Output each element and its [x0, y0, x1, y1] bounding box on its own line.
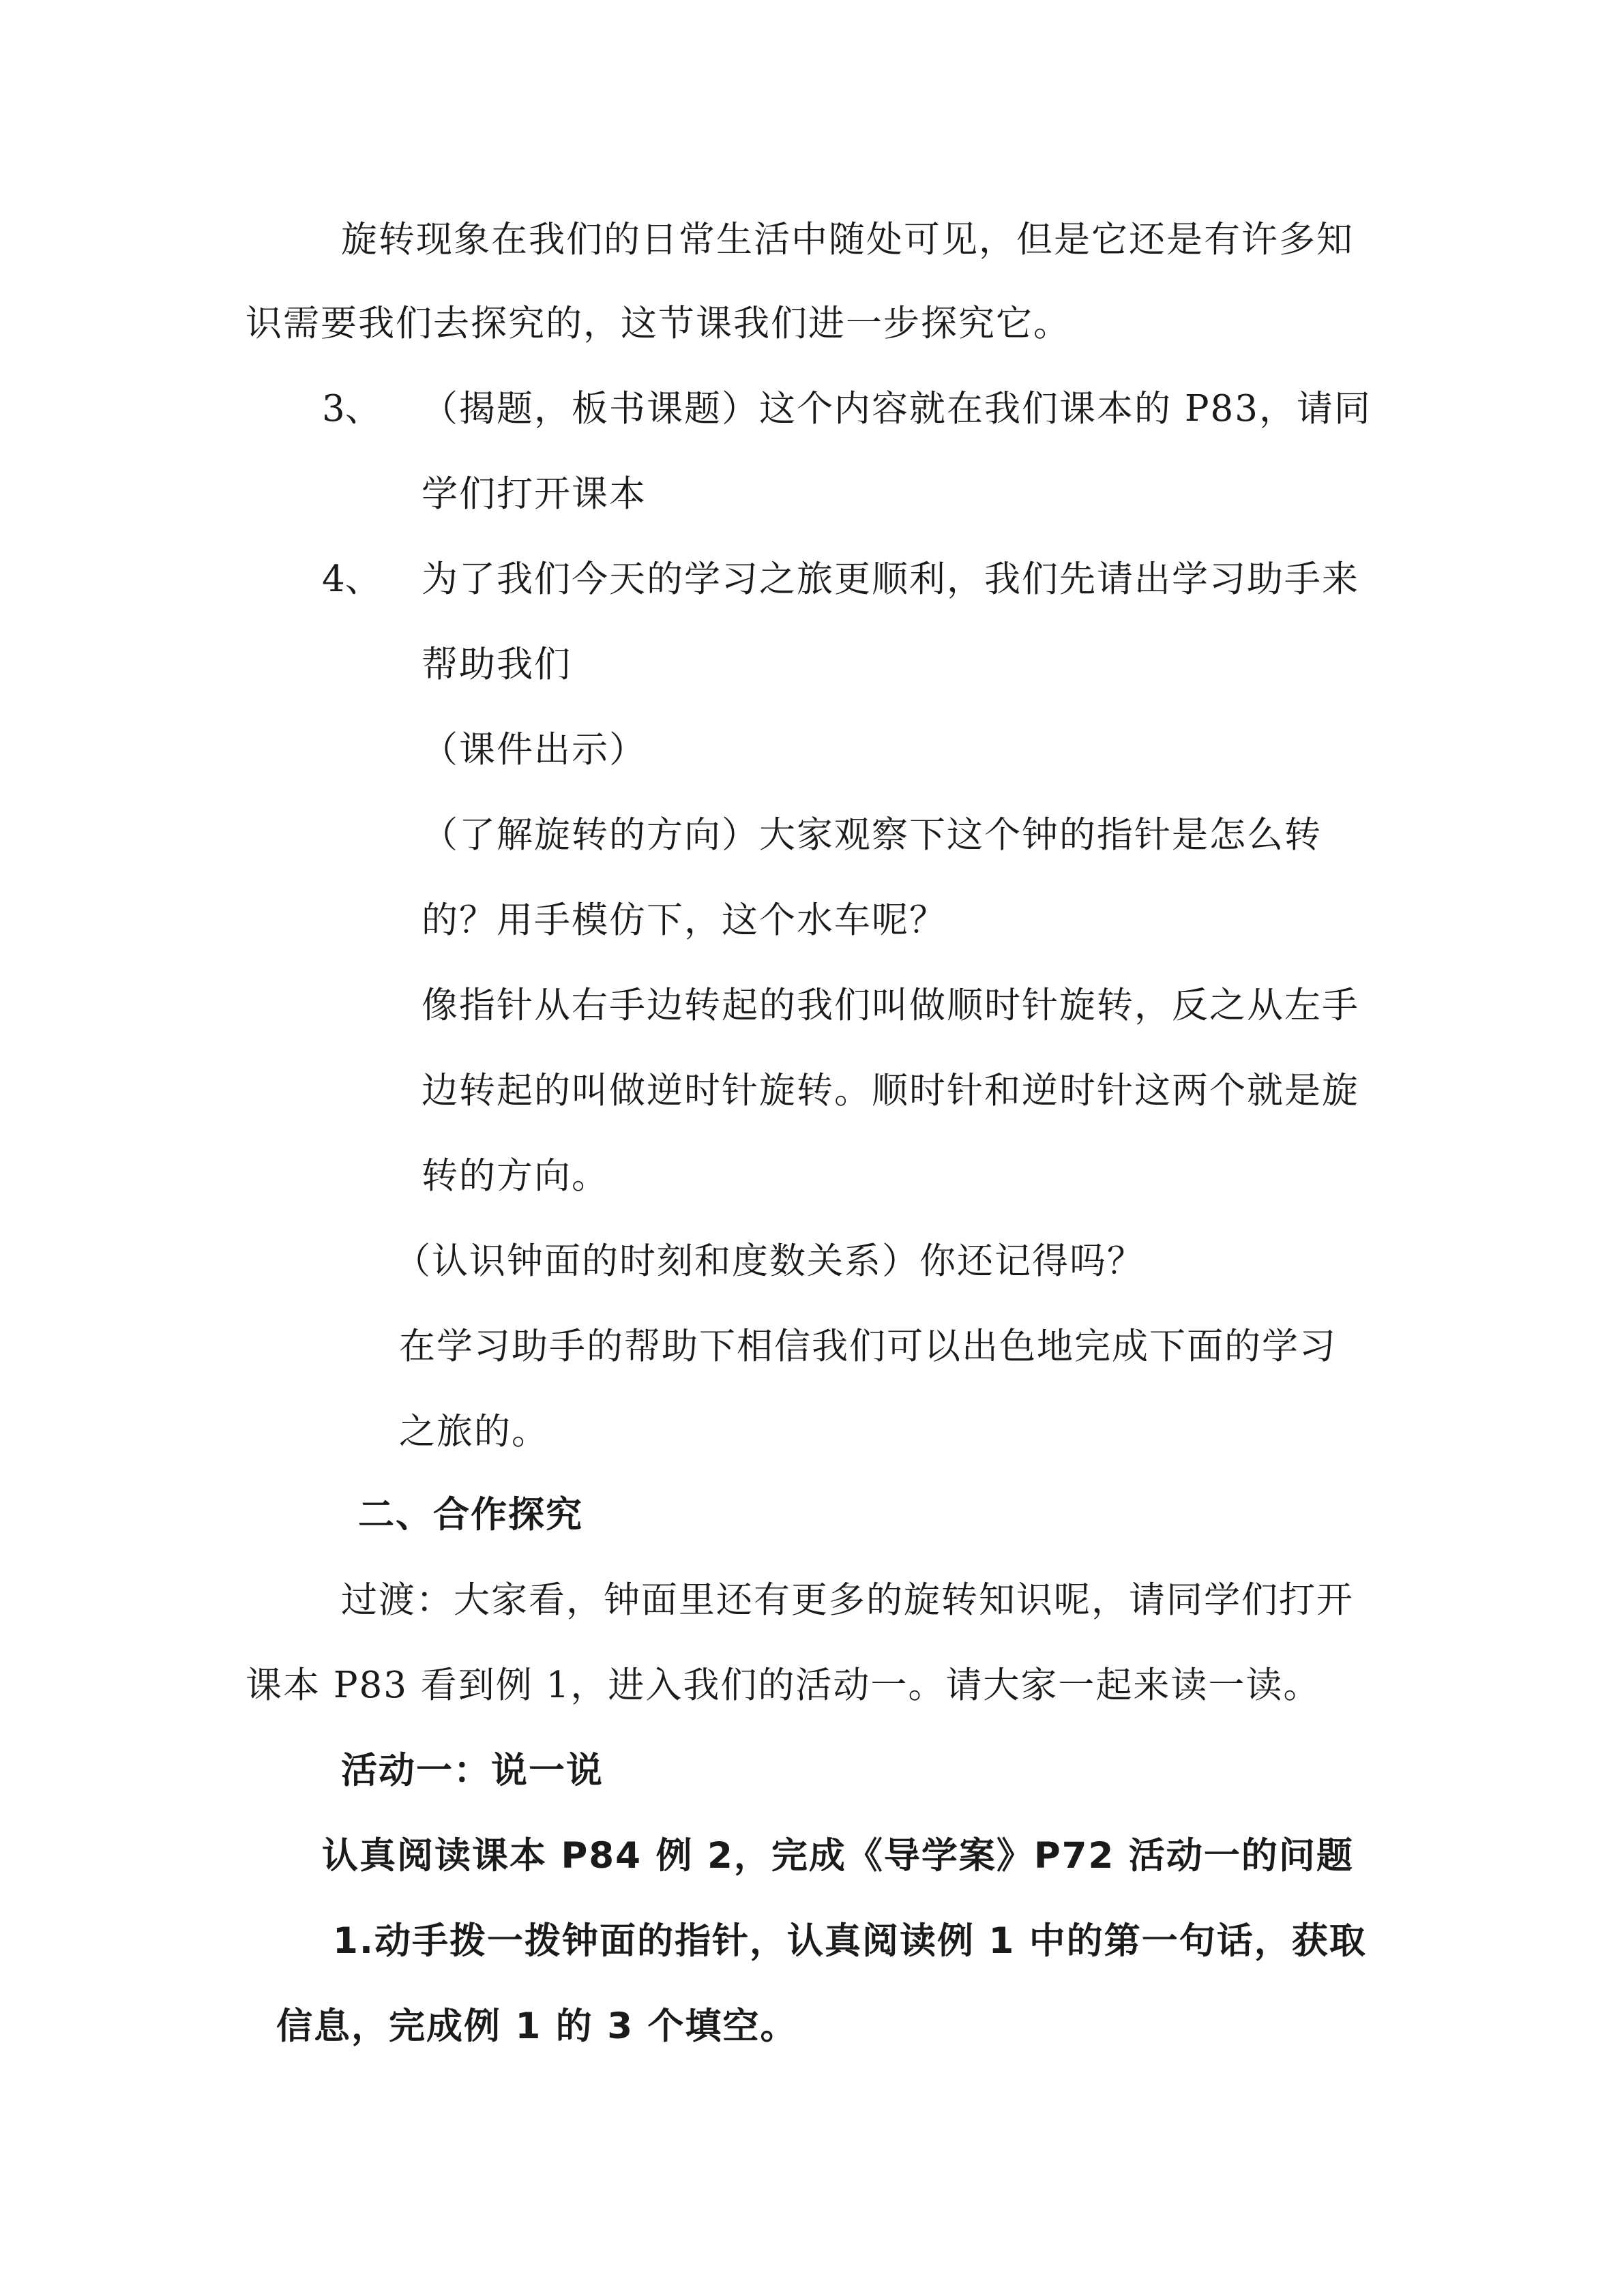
direction-line-2: 的？用手模仿下，这个水车呢？ — [422, 899, 947, 941]
courseware-note: （课件出示） — [422, 729, 647, 771]
clockface-question: （认识钟面的时刻和度数关系）你还记得吗？ — [394, 1240, 1145, 1282]
clockwise-line-3: 转的方向。 — [422, 1155, 609, 1197]
intro-line-2: 识需要我们去探究的，这节课我们进一步探究它。 — [246, 303, 1071, 344]
direction-line-1: （了解旋转的方向）大家观察下这个钟的指针是怎么转 — [422, 814, 1322, 856]
activity-title: 活动一：说一说 — [341, 1750, 604, 1791]
helper-line-2: 之旅的。 — [399, 1411, 549, 1452]
list-number-3: 3、 — [322, 388, 381, 430]
transition-line-1: 过渡：大家看，钟面里还有更多的旋转知识呢，请同学们打开 — [341, 1579, 1354, 1621]
item4-line-1: 为了我们今天的学习之旅更顺利，我们先请出学习助手来 — [422, 558, 1359, 600]
intro-line-1: 旋转现象在我们的日常生活中随处可见，但是它还是有许多知 — [341, 219, 1354, 260]
clockwise-line-1: 像指针从右手边转起的我们叫做顺时针旋转，反之从左手 — [422, 985, 1359, 1026]
helper-line-1: 在学习助手的帮助下相信我们可以出色地完成下面的学习 — [399, 1326, 1337, 1367]
clockwise-line-2: 边转起的叫做逆时针旋转。顺时针和逆时针这两个就是旋 — [422, 1070, 1359, 1112]
section-heading: 二、合作探究 — [358, 1494, 583, 1536]
item4-line-2: 帮助我们 — [422, 644, 572, 685]
task-1-line-1: 1.动手拨一拨钟面的指针，认真阅读例 1 中的第一句话，获取 — [333, 1920, 1367, 1962]
task-1-line-2: 信息，完成例 1 的 3 个填空。 — [276, 2006, 798, 2047]
list-number-4: 4、 — [322, 558, 381, 600]
activity-instruction: 认真阅读课本 P84 例 2，完成《导学案》P72 活动一的问题 — [322, 1835, 1354, 1877]
item3-line-2: 学们打开课本 — [422, 473, 647, 515]
transition-line-2: 课本 P83 看到例 1，进入我们的活动一。请大家一起来读一读。 — [246, 1665, 1321, 1706]
item3-line-1: （揭题，板书课题）这个内容就在我们课本的 P83，请同 — [422, 388, 1372, 430]
